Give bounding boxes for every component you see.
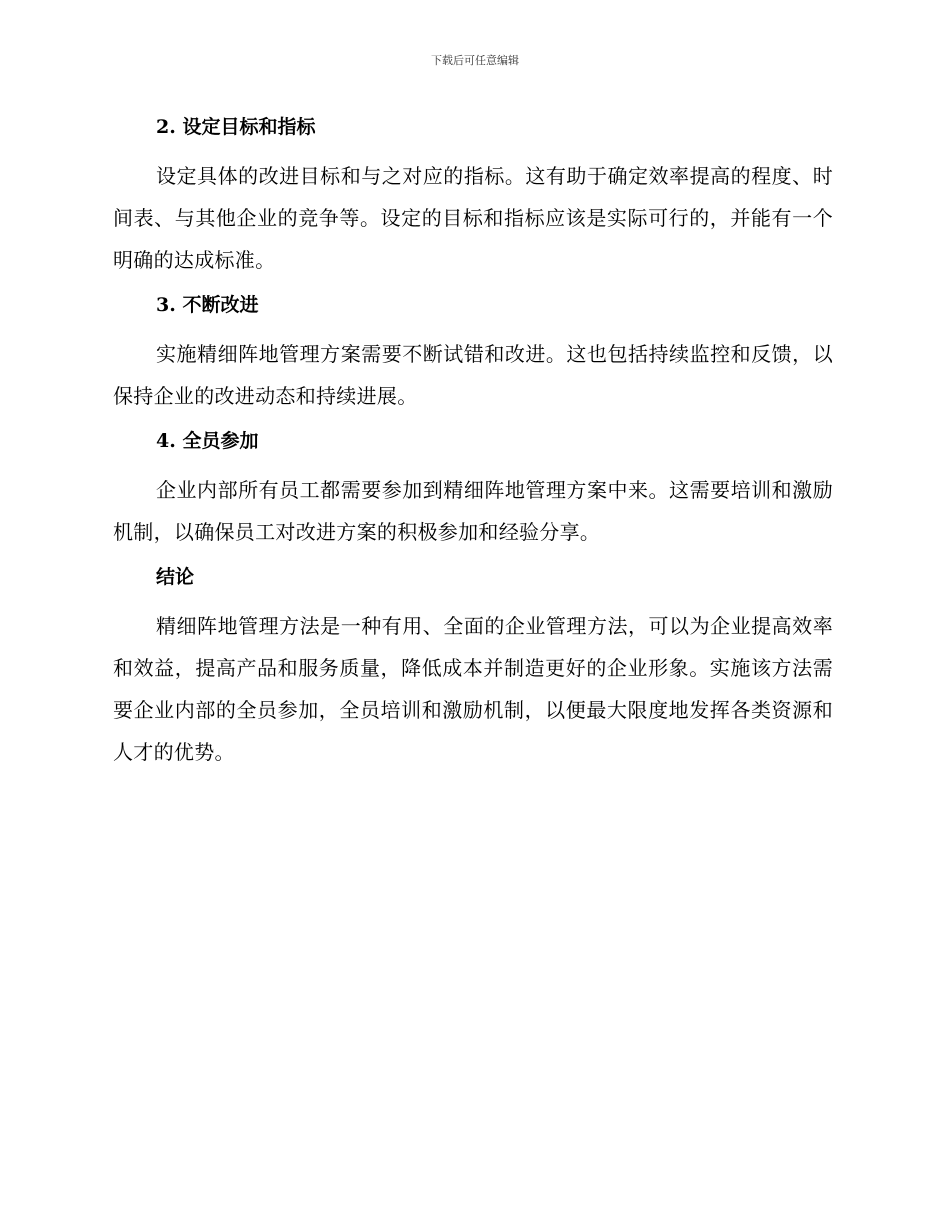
section-heading-participation: 4. 全员参加 bbox=[156, 430, 259, 452]
section-paragraph-improve: 实施精细阵地管理方案需要不断试错和改进。这也包括持续监控和反馈，以保持企业的改进动态和持续进展。 bbox=[113, 342, 833, 408]
page-header-note: 下载后可任意编辑 bbox=[431, 54, 519, 67]
section-heading-conclusion: 结论 bbox=[156, 566, 195, 588]
section-paragraph-conclusion: 精细阵地管理方法是一种有用、全面的企业管理方法，可以为企业提高效率和效益，提高产品和服务质量，降低成本并制造更好的企业形象。实施该方法需要企业内部的全员参加，全员培训和激励机制，以便最大限度地发挥各类资源和人才的优势。 bbox=[113, 614, 833, 764]
section-paragraph-goals: 设定具体的改进目标和与之对应的指标。这有助于确定效率提高的程度、时间表、与其他企业的竞争等。设定的目标和指标应该是实际可行的，并能有一个明确的达成标准。 bbox=[113, 164, 833, 272]
document-body bbox=[113, 112, 833, 773]
section-heading-goals: 2. 设定目标和指标 bbox=[156, 116, 316, 138]
section-paragraph-participation: 企业内部所有员工都需要参加到精细阵地管理方案中来。这需要培训和激励机制，以确保员工对改进方案的积极参加和经验分享。 bbox=[113, 478, 833, 544]
section-heading-improve: 3. 不断改进 bbox=[156, 294, 259, 316]
